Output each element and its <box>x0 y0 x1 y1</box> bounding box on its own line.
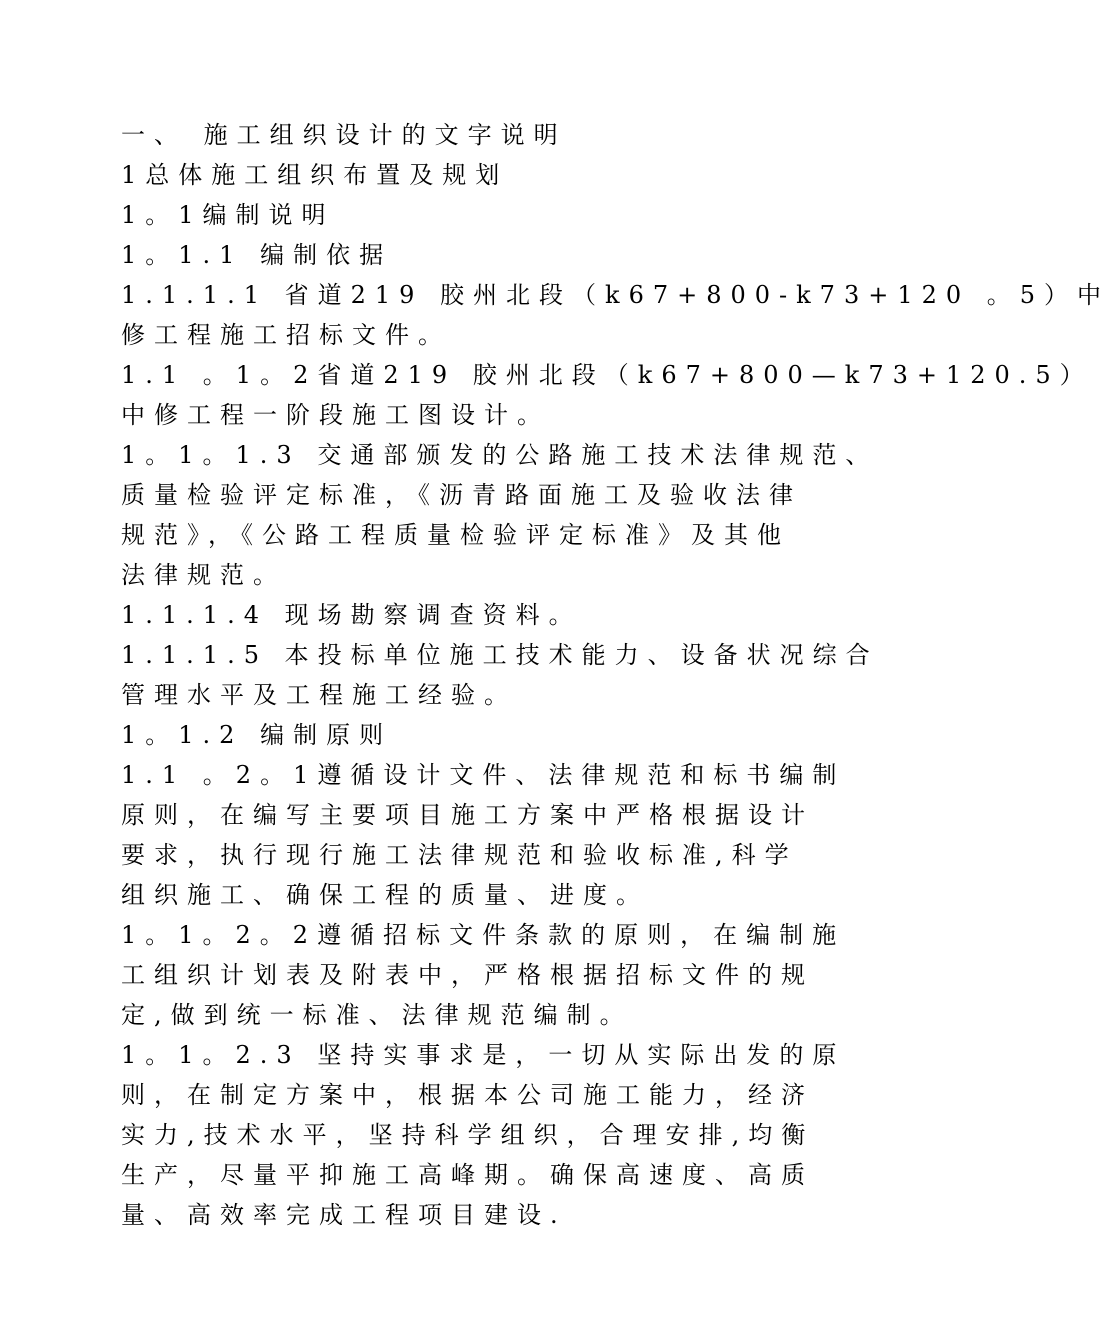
body-text-line: 生产，尽量平抑施工高峰期。确保高速度、高质 <box>121 1161 814 1189</box>
subsection-heading: 1总体施工组织布置及规划 <box>121 161 509 189</box>
body-text-line: 1。1。1.3 交通部颁发的公路施工技术法律规范、 <box>121 441 879 469</box>
body-text-line: 1。1。2。2遵循招标文件条款的原则，在编制施 <box>121 921 846 949</box>
body-text-line: 1.1.1.4 现场勘察调查资料。 <box>121 601 582 629</box>
body-text-line: 质量检验评定标准，《沥青路面施工及验收法律 <box>121 481 802 509</box>
section-heading: 一、 施工组织设计的文字说明 <box>121 121 567 149</box>
body-text-line: 工组织计划表及附表中，严格根据招标文件的规 <box>121 961 814 989</box>
body-text-line: 1.1 。1。2省道219 胶州北段（k67+800—k73+120.5） <box>121 361 1093 389</box>
subsection-heading: 1。1.2 编制原则 <box>121 721 393 749</box>
body-text-line: 原则，在编写主要项目施工方案中严格根据设计 <box>121 801 814 829</box>
body-text-line: 组织施工、确保工程的质量、进度。 <box>121 881 649 909</box>
body-text-line: 1.1 。2。1遵循设计文件、法律规范和标书编制 <box>121 761 846 789</box>
body-text-line: 规范》，《公路工程质量检验评定标准》及其他 <box>121 521 790 549</box>
body-text-line: 1.1.1.1 省道219 胶州北段（k67+800-k73+120 。5）中 <box>121 281 1110 309</box>
body-text-line: 1。1。2.3 坚持实事求是，一切从实际出发的原 <box>121 1041 846 1069</box>
body-text-line: 定,做到统一标准、法律规范编制。 <box>121 1001 633 1029</box>
body-text-line: 中修工程一阶段施工图设计。 <box>121 401 550 429</box>
body-text-line: 1.1.1.5 本投标单位施工技术能力、设备状况综合 <box>121 641 879 669</box>
body-text-line: 要求，执行现行施工法律规范和验收标准,科学 <box>121 841 798 869</box>
body-text-line: 实力,技术水平，坚持科学组织，合理安排,均衡 <box>121 1121 815 1149</box>
body-text-line: 管理水平及工程施工经验。 <box>121 681 517 709</box>
body-text-line: 量、高效率完成工程项目建设. <box>121 1201 567 1229</box>
body-text-line: 法律规范。 <box>121 561 286 589</box>
body-text-line: 则，在制定方案中，根据本公司施工能力，经济 <box>121 1081 814 1109</box>
subsection-heading: 1。1.1 编制依据 <box>121 241 393 269</box>
subsection-heading: 1。1编制说明 <box>121 201 335 229</box>
body-text-line: 修工程施工招标文件。 <box>121 321 451 349</box>
